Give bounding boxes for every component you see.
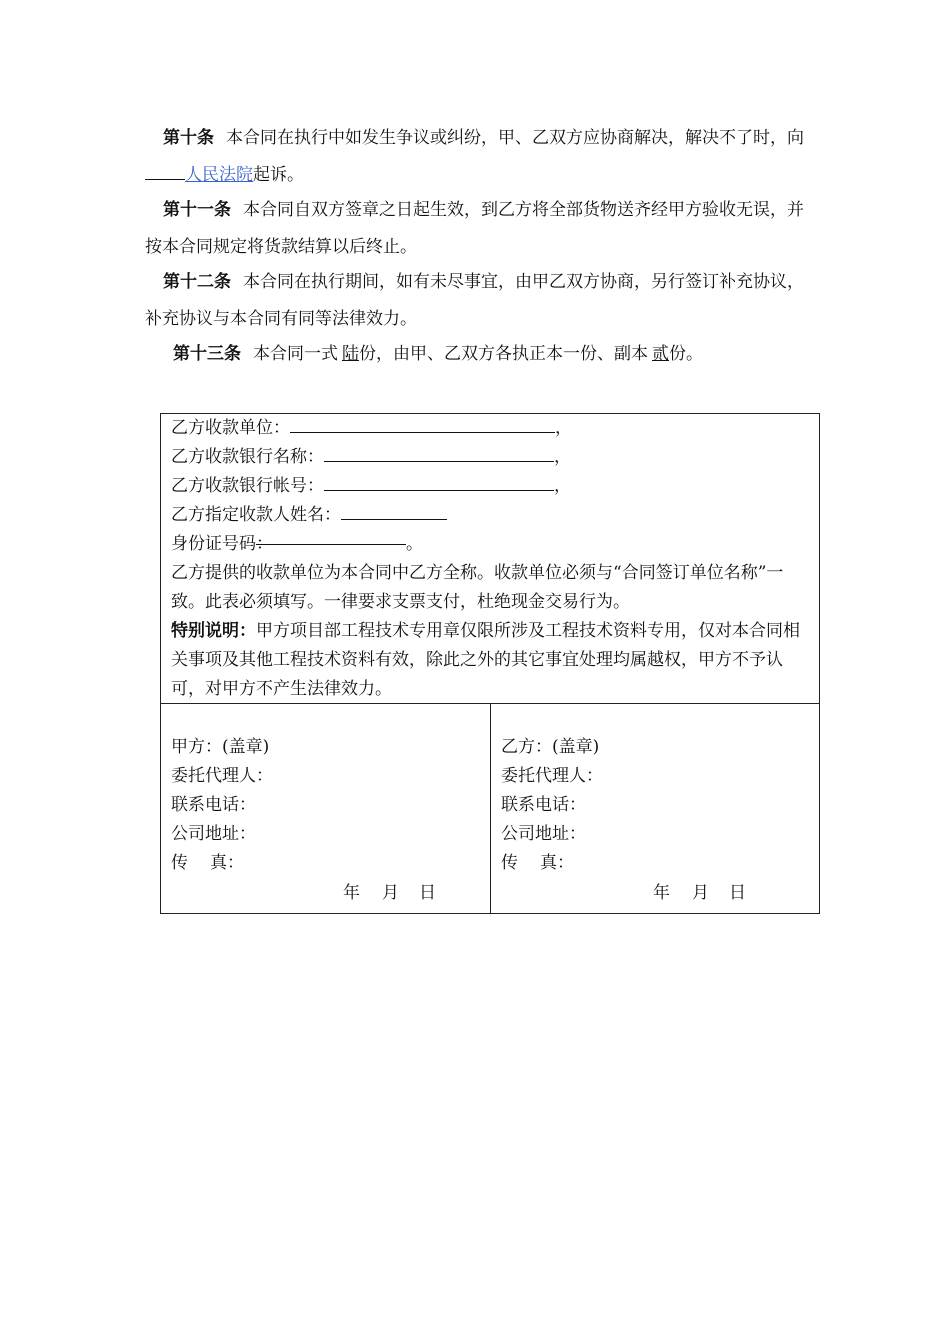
party-a-phone: 联系电话：	[171, 795, 256, 815]
id-number-label: 身份证号码	[171, 534, 256, 554]
bank-account-comma: ，	[554, 476, 571, 496]
party-b-day: 日	[729, 883, 746, 903]
special-note-label: 特别说明：	[171, 621, 256, 641]
article-12-title: 第十二条	[163, 272, 231, 292]
party-b-fax-1: 传	[501, 853, 518, 873]
article-11-title: 第十一条	[163, 200, 231, 220]
party-b-agent: 委托代理人：	[501, 766, 603, 786]
payee-unit-row	[171, 414, 811, 443]
party-b-title: 乙方：(盖章)	[501, 737, 600, 757]
bank-name-field[interactable]	[324, 447, 554, 462]
party-a-month: 月	[382, 883, 399, 903]
party-b-month: 月	[692, 883, 709, 903]
article-12-text: 本合同在执行期间，如有未尽事宜，由甲乙双方协商，另行签订补充协议，补充协议与本合同有同等法律效力。	[145, 272, 804, 329]
bank-account-row	[171, 472, 811, 501]
article-13	[145, 336, 810, 373]
copies-total[interactable]: 陆	[342, 344, 359, 364]
article-13-title: 第十三条	[173, 344, 241, 364]
id-number-row	[171, 530, 811, 559]
bank-name-comma: ，	[554, 447, 571, 467]
party-a-signature-cell	[161, 704, 491, 913]
party-a-year: 年	[343, 883, 360, 903]
party-a-title: 甲方：(盖章)	[171, 737, 270, 757]
special-note	[171, 617, 811, 704]
id-number-period: 。	[406, 534, 423, 554]
article-10-title: 第十条	[163, 128, 214, 148]
party-a-agent: 委托代理人：	[171, 766, 273, 786]
payment-info-cell	[161, 414, 819, 704]
copies-duplicate[interactable]: 贰	[652, 344, 669, 364]
party-b-date	[653, 879, 746, 908]
party-b-signature-cell	[491, 704, 819, 913]
court-blank[interactable]	[145, 165, 185, 180]
article-10	[145, 120, 810, 194]
court-name[interactable]: 人民法院	[185, 165, 253, 185]
party-b-address: 公司地址：	[501, 824, 586, 844]
payment-note: 乙方提供的收款单位为本合同中乙方全称。收款单位必须与“合同签订单位名称”一致。此表必须填写。一律要求支票支付，杜绝现金交易行为。	[171, 563, 784, 612]
article-13-text-1: 本合同一式	[253, 344, 338, 364]
bank-name-row	[171, 443, 811, 472]
payee-unit-field[interactable]	[290, 418, 555, 433]
party-a-date	[343, 879, 436, 908]
payment-signature-table	[160, 413, 820, 914]
payee-name-row	[171, 501, 811, 530]
article-13-text-3: 份。	[669, 344, 703, 364]
article-11	[145, 192, 810, 266]
payee-unit-label: 乙方收款单位：	[171, 418, 290, 438]
party-a-day: 日	[419, 883, 436, 903]
bank-account-label: 乙方收款银行帐号：	[171, 476, 324, 496]
party-a-fax	[171, 849, 273, 878]
party-b-fax	[501, 849, 603, 878]
bank-account-field[interactable]	[324, 476, 554, 491]
payee-name-label: 乙方指定收款人姓名：	[171, 505, 341, 525]
special-note-text: 甲方项目部工程技术专用章仅限所涉及工程技术资料专用，仅对本合同相关事项及其他工程技术资料有效，除此之外的其它事宜处理均属越权，甲方不予认可，对甲方不产生法律效力。	[171, 621, 800, 699]
payee-unit-comma: ，	[555, 418, 572, 438]
id-number-colon: ：	[256, 534, 273, 554]
article-10-text: 本合同在执行中如发生争议或纠纷，甲、乙双方应协商解决，解决不了时，向	[226, 128, 804, 148]
article-12	[145, 264, 810, 338]
party-b-phone: 联系电话：	[501, 795, 586, 815]
party-b-fax-2: 真：	[540, 853, 574, 873]
id-number-field[interactable]	[256, 530, 406, 554]
party-b-year: 年	[653, 883, 670, 903]
article-10-text-end: 起诉。	[253, 165, 304, 185]
party-a-fax-1: 传	[171, 853, 188, 873]
party-a-address: 公司地址：	[171, 824, 256, 844]
article-13-text-2: 份，由甲、乙双方各执正本一份、副本	[359, 344, 648, 364]
party-a-fax-2: 真：	[210, 853, 244, 873]
bank-name-label: 乙方收款银行名称：	[171, 447, 324, 467]
article-11-text: 本合同自双方签章之日起生效，到乙方将全部货物送齐经甲方验收无误，并按本合同规定将货款结算以后终止。	[145, 200, 804, 257]
payee-name-field[interactable]	[341, 505, 447, 520]
